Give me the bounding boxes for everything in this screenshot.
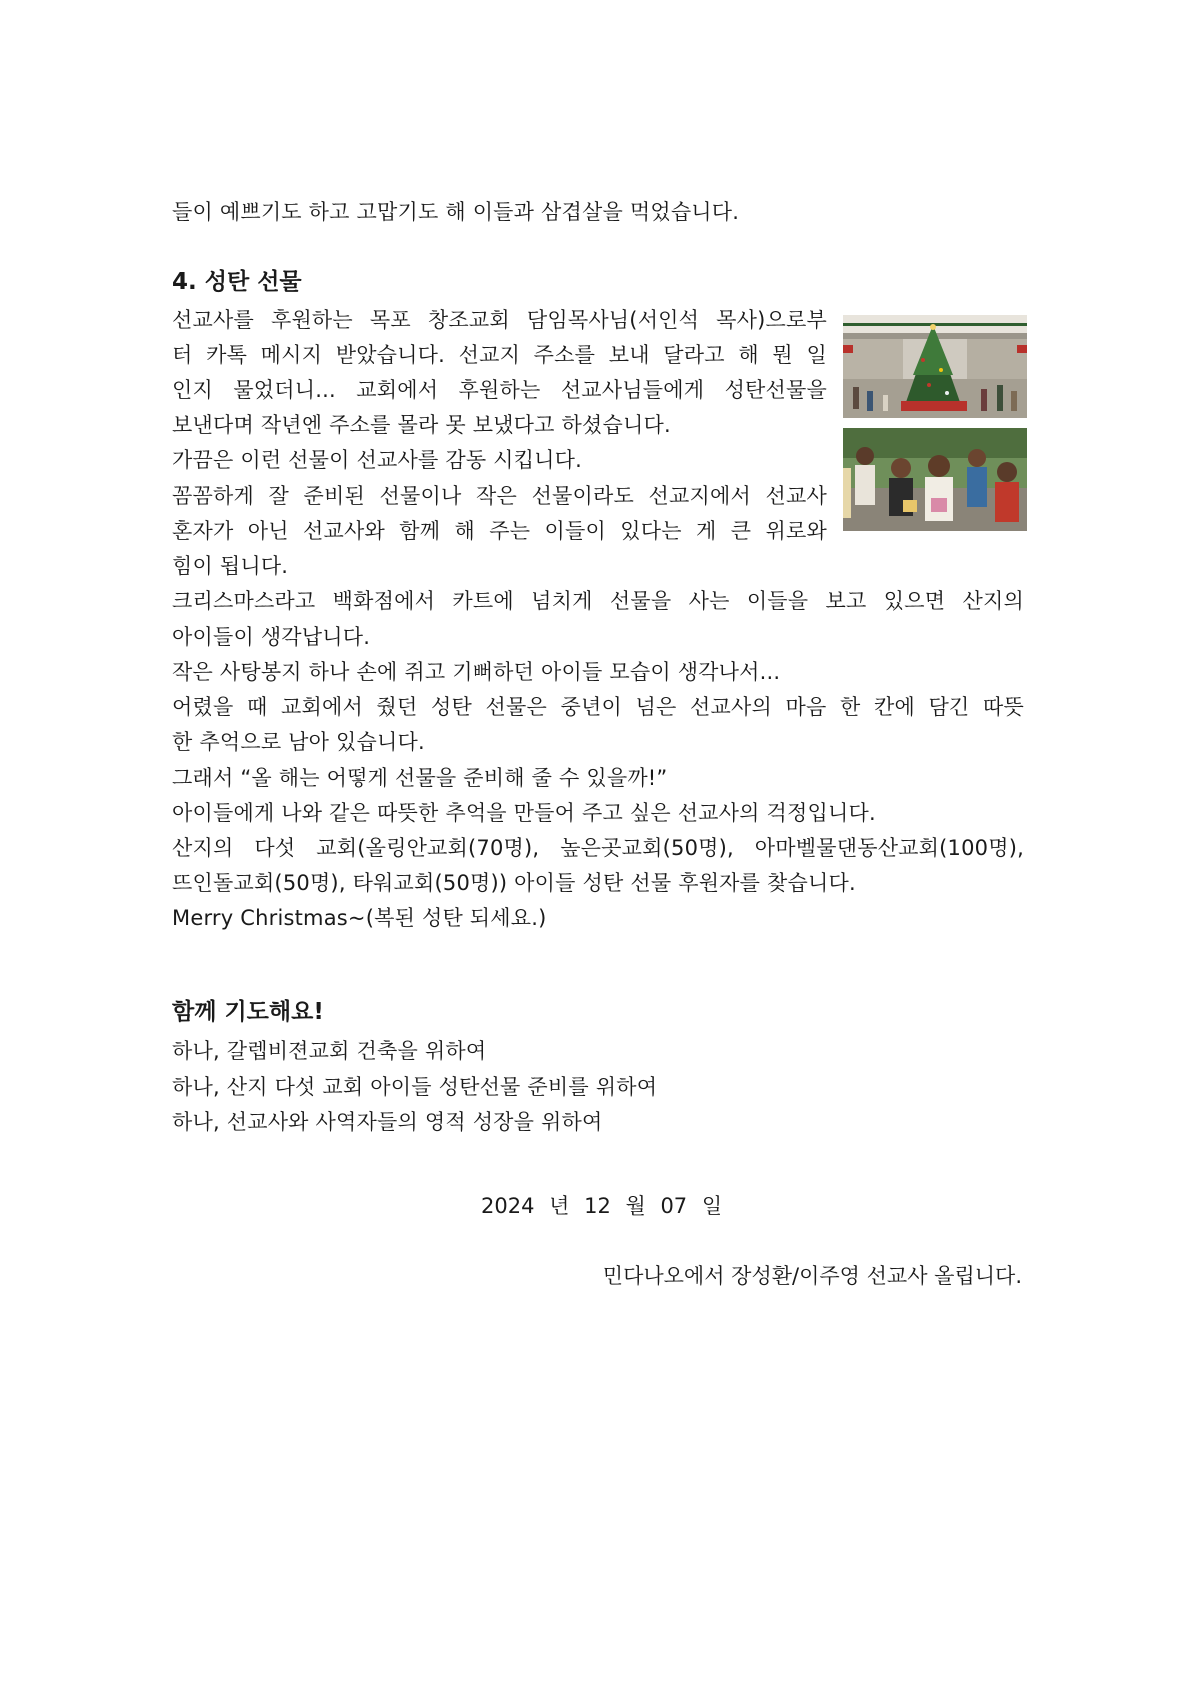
body-line: 작은 사탕봉지 하나 손에 쥐고 기뻐하던 아이들 모습이 생각나서... xyxy=(172,660,781,684)
body-line: 산지의 다섯 교회(올링안교회(70명), 높은곳교회(50명), 아마벨물댄동산교회(100명), xyxy=(172,836,1024,860)
body-line: 가끔은 이런 선물이 선교사를 감동 시킵니다. xyxy=(172,448,582,472)
body-line: 어렸을 때 교회에서 줬던 성탄 선물은 중년이 넘은 선교사의 마음 한 칸에 담긴 따뜻 xyxy=(172,695,1024,719)
prayer-item: 하나, 선교사와 사역자들의 영적 성장을 위하여 xyxy=(172,1110,603,1134)
body-line: 선교사를 후원하는 목포 창조교회 담임목사님(서인석 목사)으로부 xyxy=(172,308,827,332)
letter-date: 2024 년 12 월 07 일 xyxy=(481,1194,723,1218)
body-line: 한 추억으로 남아 있습니다. xyxy=(172,730,425,754)
section-4-heading: 4. 성탄 선물 xyxy=(172,269,302,295)
body-line: 크리스마스라고 백화점에서 카트에 넘치게 선물을 사는 이들을 보고 있으면 산지의 xyxy=(172,589,1024,613)
body-line: 보낸다며 작년엔 주소를 몰라 못 보냈다고 하셨습니다. xyxy=(172,413,671,437)
children-receiving-gifts-photo xyxy=(843,428,1027,531)
body-line: 아이들이 생각납니다. xyxy=(172,625,371,649)
body-line: 그래서 “올 해는 어떻게 선물을 준비해 줄 수 있을까!” xyxy=(172,766,668,790)
body-line: 뜨인돌교회(50명), 타워교회(50명)) 아이들 성탄 선물 후원자를 찾습니다. xyxy=(172,871,856,895)
body-line: 힘이 됩니다. xyxy=(172,554,289,578)
signature: 민다나오에서 장성환/이주영 선교사 올립니다. xyxy=(602,1264,1022,1288)
body-line: Merry Christmas~(복된 성탄 되세요.) xyxy=(172,906,547,930)
prayer-item: 하나, 산지 다섯 교회 아이들 성탄선물 준비를 위하여 xyxy=(172,1075,658,1099)
christmas-tree-mall-photo xyxy=(843,315,1027,418)
body-line: 터 카톡 메시지 받았습니다. 선교지 주소를 보내 달라고 해 뭔 일 xyxy=(172,343,827,367)
body-line: 인지 물었더니... 교회에서 후원하는 선교사님들에게 성탄선물을 xyxy=(172,378,827,402)
prayer-heading: 함께 기도해요! xyxy=(172,999,324,1025)
body-line: 혼자가 아닌 선교사와 함께 해 주는 이들이 있다는 게 큰 위로와 xyxy=(172,519,827,543)
intro-line: 들이 예쁘기도 하고 고맙기도 해 이들과 삼겹살을 먹었습니다. xyxy=(172,200,740,224)
body-line: 아이들에게 나와 같은 따뜻한 추억을 만들어 주고 싶은 선교사의 걱정입니다. xyxy=(172,801,876,825)
body-line: 꼼꼼하게 잘 준비된 선물이나 작은 선물이라도 선교지에서 선교사 xyxy=(172,484,827,508)
prayer-item: 하나, 갈렙비젼교회 건축을 위하여 xyxy=(172,1039,487,1063)
